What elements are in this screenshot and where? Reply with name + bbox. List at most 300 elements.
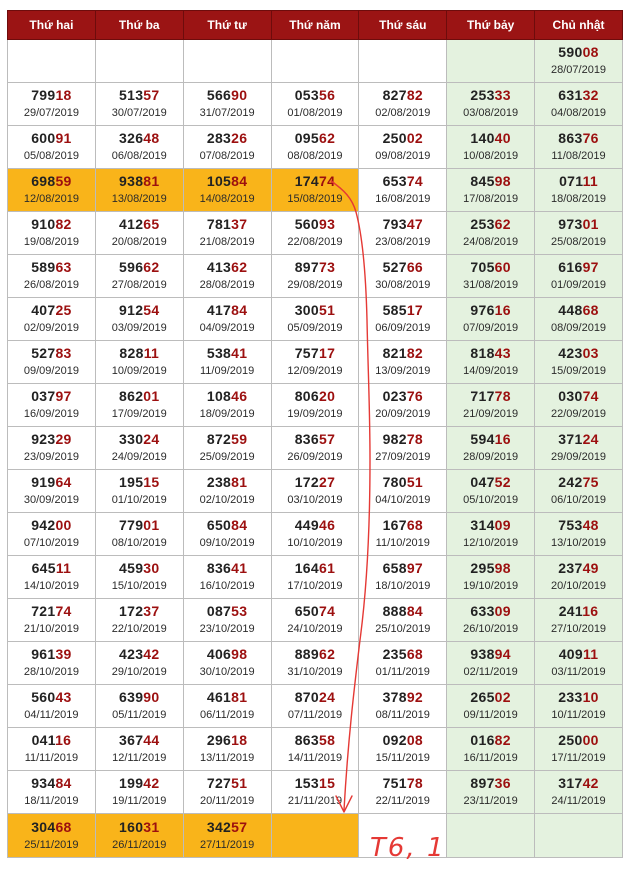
day-cell-sunday <box>535 685 623 728</box>
week-row <box>8 341 623 384</box>
result-prefix: 330 <box>119 431 144 447</box>
day-cell-tuesday <box>95 40 183 83</box>
day-cell-tuesday <box>95 685 183 728</box>
result-prefix: 650 <box>294 603 319 619</box>
day-cell-sunday <box>535 255 623 298</box>
result-last-two-digits: 58 <box>318 732 336 748</box>
day-cell-wednesday <box>183 513 271 556</box>
handwritten-note: T6, 1 <box>370 833 446 863</box>
result-number <box>535 689 622 706</box>
day-cell-friday <box>359 728 447 771</box>
result-last-two-digits: 44 <box>143 732 160 748</box>
result-date: 01/08/2019 <box>287 107 343 119</box>
result-date: 19/11/2019 <box>112 795 167 807</box>
result-date: 27/08/2019 <box>111 279 167 291</box>
result-number <box>272 431 359 448</box>
result-last-two-digits: 68 <box>406 517 424 533</box>
header-row <box>8 11 623 40</box>
result-prefix: 314 <box>470 517 495 533</box>
result-last-two-digits: 83 <box>55 345 72 361</box>
result-last-two-digits: 02 <box>406 130 424 146</box>
result-prefix: 409 <box>558 646 583 662</box>
result-prefix: 513 <box>119 87 144 103</box>
day-cell-friday <box>359 341 447 384</box>
header-tuesday: Thứ ba <box>95 11 183 40</box>
result-prefix: 973 <box>558 216 583 232</box>
result-last-two-digits: 24 <box>582 431 599 447</box>
header-thursday: Thứ năm <box>271 11 359 40</box>
result-prefix: 698 <box>31 173 56 189</box>
result-date: 05/09/2019 <box>287 322 343 334</box>
day-cell-sunday <box>535 384 623 427</box>
result-last-two-digits: 03 <box>582 345 599 361</box>
result-number <box>184 302 271 319</box>
result-number <box>184 388 271 405</box>
result-last-two-digits: 25 <box>55 302 72 318</box>
result-date: 07/10/2019 <box>23 537 79 549</box>
result-prefix: 199 <box>119 775 144 791</box>
result-date: 02/10/2019 <box>199 494 255 506</box>
week-row <box>8 728 623 771</box>
result-date: 13/09/2019 <box>375 365 431 377</box>
result-last-two-digits: 15 <box>318 775 336 791</box>
result-date: 27/09/2019 <box>375 451 431 463</box>
result-number <box>535 560 622 577</box>
day-cell-sunday <box>535 169 623 212</box>
result-date: 26/10/2019 <box>463 623 519 635</box>
result-prefix: 041 <box>31 732 56 748</box>
result-prefix: 238 <box>206 474 232 490</box>
day-cell-thursday <box>271 40 359 83</box>
result-last-two-digits: 10 <box>582 689 599 705</box>
result-prefix: 095 <box>294 130 319 146</box>
result-number <box>184 130 271 147</box>
result-date: 23/09/2019 <box>23 451 79 463</box>
result-date: 06/09/2019 <box>375 322 431 334</box>
result-prefix: 087 <box>206 603 232 619</box>
result-number <box>447 173 534 190</box>
result-last-two-digits: 74 <box>318 173 336 189</box>
result-prefix: 793 <box>382 216 407 232</box>
result-date: 08/09/2019 <box>551 322 607 334</box>
day-cell-sunday <box>535 341 623 384</box>
result-last-two-digits: 75 <box>582 474 599 490</box>
day-cell-tuesday <box>95 384 183 427</box>
result-last-two-digits: 90 <box>143 689 160 705</box>
result-prefix: 406 <box>206 646 232 662</box>
result-prefix: 863 <box>294 732 319 748</box>
result-last-two-digits: 90 <box>231 87 248 103</box>
result-prefix: 836 <box>294 431 319 447</box>
result-prefix: 300 <box>294 302 319 318</box>
day-cell-wednesday <box>183 255 271 298</box>
result-date: 03/09/2019 <box>111 322 167 334</box>
result-prefix: 976 <box>470 302 495 318</box>
result-last-two-digits: 00 <box>55 517 72 533</box>
result-number <box>272 517 359 534</box>
result-last-two-digits: 63 <box>55 259 72 275</box>
result-last-two-digits: 51 <box>318 302 336 318</box>
result-last-two-digits: 02 <box>494 689 511 705</box>
result-last-two-digits: 81 <box>231 474 248 490</box>
result-date: 30/08/2019 <box>375 279 431 291</box>
result-number <box>447 689 534 706</box>
result-date: 16/09/2019 <box>23 408 79 420</box>
result-last-two-digits: 30 <box>143 560 160 576</box>
result-number <box>447 603 534 620</box>
result-last-two-digits: 48 <box>582 517 599 533</box>
result-last-two-digits: 09 <box>494 603 511 619</box>
result-last-two-digits: 39 <box>55 646 72 662</box>
day-cell-thursday <box>271 814 359 858</box>
result-last-two-digits: 01 <box>143 388 160 404</box>
result-date: 18/09/2019 <box>199 408 255 420</box>
result-last-two-digits: 16 <box>55 732 72 748</box>
day-cell-tuesday <box>95 642 183 685</box>
day-cell-thursday <box>271 212 359 255</box>
result-date: 09/11/2019 <box>463 709 518 721</box>
result-last-two-digits: 62 <box>318 646 336 662</box>
result-number <box>272 302 359 319</box>
result-prefix: 982 <box>382 431 407 447</box>
result-last-two-digits: 18 <box>231 732 248 748</box>
result-last-two-digits: 57 <box>231 818 248 835</box>
result-number <box>8 474 95 491</box>
result-date: 01/11/2019 <box>375 666 430 678</box>
day-cell-thursday <box>271 728 359 771</box>
result-prefix: 283 <box>206 130 232 146</box>
result-last-two-digits: 78 <box>406 775 424 791</box>
result-last-two-digits: 57 <box>318 431 336 447</box>
day-cell-tuesday <box>95 728 183 771</box>
result-date: 03/10/2019 <box>287 494 343 506</box>
result-number <box>359 216 446 233</box>
result-date: 22/08/2019 <box>287 236 343 248</box>
result-number <box>272 87 359 104</box>
week-row <box>8 169 623 212</box>
result-date: 29/08/2019 <box>287 279 343 291</box>
result-last-two-digits: 33 <box>494 87 511 103</box>
result-number <box>272 345 359 362</box>
result-date: 02/08/2019 <box>375 107 431 119</box>
day-cell-sunday <box>535 599 623 642</box>
result-last-two-digits: 82 <box>406 345 424 361</box>
result-date: 21/11/2019 <box>287 795 343 807</box>
result-date: 06/08/2019 <box>111 150 167 162</box>
result-last-two-digits: 51 <box>231 775 248 791</box>
result-last-two-digits: 46 <box>231 388 248 404</box>
result-last-two-digits: 17 <box>318 345 336 361</box>
result-date: 15/11/2019 <box>375 752 430 764</box>
result-last-two-digits: 26 <box>231 130 248 146</box>
day-cell-monday <box>8 341 96 384</box>
result-number <box>359 345 446 362</box>
result-last-two-digits: 73 <box>318 259 336 275</box>
day-cell-tuesday <box>95 599 183 642</box>
result-number <box>184 560 271 577</box>
result-last-two-digits: 65 <box>143 216 160 232</box>
result-prefix: 872 <box>206 431 232 447</box>
result-prefix: 265 <box>470 689 495 705</box>
result-last-two-digits: 66 <box>406 259 424 275</box>
result-last-two-digits: 98 <box>494 560 511 576</box>
result-number <box>8 560 95 577</box>
result-number <box>8 603 95 620</box>
result-last-two-digits: 91 <box>55 130 72 146</box>
result-number <box>184 603 271 620</box>
result-prefix: 371 <box>558 431 583 447</box>
result-date: 26/08/2019 <box>23 279 79 291</box>
result-date: 25/10/2019 <box>375 623 431 635</box>
result-number <box>184 517 271 534</box>
day-cell-friday <box>359 212 447 255</box>
day-cell-monday <box>8 728 96 771</box>
result-date: 30/09/2019 <box>23 494 79 506</box>
result-date: 18/08/2019 <box>551 193 607 205</box>
result-date: 11/08/2019 <box>551 150 606 162</box>
result-prefix: 806 <box>294 388 319 404</box>
day-cell-wednesday <box>183 212 271 255</box>
result-last-two-digits: 48 <box>143 130 160 146</box>
result-prefix: 164 <box>294 560 319 576</box>
result-date: 13/11/2019 <box>199 752 255 764</box>
results-body <box>8 40 623 858</box>
result-date: 22/11/2019 <box>375 795 430 807</box>
result-number <box>272 560 359 577</box>
day-cell-monday <box>8 83 96 126</box>
header-friday: Thứ sáu <box>359 11 447 40</box>
day-cell-thursday <box>271 599 359 642</box>
result-last-two-digits: 08 <box>406 732 424 748</box>
result-date: 10/11/2019 <box>551 709 606 721</box>
result-prefix: 780 <box>382 474 407 490</box>
result-last-two-digits: 42 <box>582 775 599 791</box>
result-number <box>447 259 534 276</box>
result-number <box>184 689 271 706</box>
result-number <box>272 474 359 491</box>
week-row <box>8 685 623 728</box>
day-cell-monday <box>8 40 96 83</box>
result-number <box>272 259 359 276</box>
result-date: 06/10/2019 <box>551 494 607 506</box>
result-date: 26/11/2019 <box>112 838 167 851</box>
result-number <box>8 216 95 233</box>
result-last-two-digits: 16 <box>494 302 511 318</box>
day-cell-friday <box>359 384 447 427</box>
result-last-two-digits: 94 <box>494 646 511 662</box>
day-cell-wednesday <box>183 298 271 341</box>
result-last-two-digits: 97 <box>582 259 599 275</box>
result-prefix: 836 <box>206 560 232 576</box>
result-prefix: 717 <box>470 388 495 404</box>
day-cell-sunday <box>535 556 623 599</box>
result-number <box>535 646 622 663</box>
result-last-two-digits: 84 <box>406 603 424 619</box>
result-prefix: 897 <box>470 775 495 791</box>
result-prefix: 037 <box>31 388 56 404</box>
result-date: 29/10/2019 <box>111 666 167 678</box>
result-last-two-digits: 41 <box>231 560 248 576</box>
result-date: 23/10/2019 <box>199 623 255 635</box>
result-date: 04/10/2019 <box>375 494 431 506</box>
result-number <box>535 603 622 620</box>
result-date: 01/10/2019 <box>111 494 167 506</box>
result-number <box>272 216 359 233</box>
result-prefix: 919 <box>31 474 56 490</box>
result-date: 21/10/2019 <box>23 623 79 635</box>
day-cell-saturday <box>447 169 535 212</box>
day-cell-tuesday <box>95 814 183 858</box>
result-number <box>8 517 95 534</box>
result-date: 28/07/2019 <box>551 64 607 76</box>
week-row <box>8 427 623 470</box>
result-number <box>184 474 271 491</box>
result-last-two-digits: 74 <box>406 173 424 189</box>
result-prefix: 781 <box>206 216 232 232</box>
week-row <box>8 83 623 126</box>
day-cell-wednesday <box>183 642 271 685</box>
result-prefix: 727 <box>206 775 232 791</box>
result-prefix: 304 <box>31 818 56 835</box>
result-date: 18/10/2019 <box>375 580 431 592</box>
result-number <box>96 431 183 448</box>
result-number <box>272 775 359 792</box>
result-prefix: 053 <box>294 87 319 103</box>
result-number <box>272 689 359 706</box>
result-number <box>535 130 622 147</box>
day-cell-sunday <box>535 728 623 771</box>
result-prefix: 459 <box>119 560 144 576</box>
result-last-two-digits: 57 <box>143 87 160 103</box>
result-prefix: 650 <box>206 517 232 533</box>
result-last-two-digits: 11 <box>55 560 72 576</box>
result-number <box>359 517 446 534</box>
result-date: 17/09/2019 <box>111 408 167 420</box>
result-prefix: 092 <box>382 732 407 748</box>
result-prefix: 616 <box>558 259 583 275</box>
result-prefix: 863 <box>558 130 583 146</box>
result-number <box>96 130 183 147</box>
result-number <box>272 388 359 405</box>
result-number <box>8 646 95 663</box>
week-row <box>8 599 623 642</box>
result-prefix: 023 <box>382 388 407 404</box>
day-cell-wednesday <box>183 126 271 169</box>
result-number <box>359 302 446 319</box>
result-date: 16/11/2019 <box>463 752 518 764</box>
result-date: 14/09/2019 <box>463 365 519 377</box>
day-cell-thursday <box>271 169 359 212</box>
result-last-two-digits: 81 <box>143 173 160 189</box>
result-prefix: 639 <box>119 689 144 705</box>
day-cell-saturday <box>447 599 535 642</box>
day-cell-wednesday <box>183 427 271 470</box>
result-number <box>535 302 622 319</box>
day-cell-monday <box>8 642 96 685</box>
result-last-two-digits: 11 <box>582 646 599 662</box>
result-prefix: 174 <box>294 173 319 189</box>
day-cell-saturday <box>447 771 535 814</box>
lottery-results-table <box>7 10 623 858</box>
day-cell-sunday <box>535 771 623 814</box>
day-cell-friday <box>359 169 447 212</box>
result-date: 08/10/2019 <box>111 537 167 549</box>
week-row <box>8 126 623 169</box>
result-last-two-digits: 68 <box>406 646 424 662</box>
result-prefix: 423 <box>119 646 144 662</box>
result-last-two-digits: 52 <box>494 474 511 490</box>
result-number <box>272 646 359 663</box>
result-date: 30/07/2019 <box>111 107 167 119</box>
result-number <box>8 130 95 147</box>
result-number <box>96 87 183 104</box>
result-prefix: 367 <box>119 732 144 748</box>
result-last-two-digits: 78 <box>494 388 511 404</box>
result-prefix: 378 <box>382 689 407 705</box>
result-number <box>8 388 95 405</box>
result-number <box>8 732 95 749</box>
result-number <box>96 173 183 190</box>
result-number <box>359 388 446 405</box>
result-last-two-digits: 42 <box>143 775 160 791</box>
result-date: 13/10/2019 <box>551 537 607 549</box>
day-cell-monday <box>8 771 96 814</box>
result-prefix: 241 <box>558 603 583 619</box>
result-number <box>8 345 95 362</box>
result-prefix: 585 <box>382 302 407 318</box>
result-prefix: 253 <box>470 87 495 103</box>
result-prefix: 527 <box>31 345 56 361</box>
result-number <box>96 216 183 233</box>
result-prefix: 799 <box>31 87 56 103</box>
result-date: 29/07/2019 <box>23 107 79 119</box>
day-cell-friday <box>359 513 447 556</box>
result-date: 25/11/2019 <box>24 838 79 851</box>
day-cell-thursday <box>271 513 359 556</box>
result-prefix: 326 <box>119 130 144 146</box>
result-number <box>8 302 95 319</box>
result-prefix: 828 <box>119 345 144 361</box>
result-number <box>359 560 446 577</box>
result-prefix: 596 <box>119 259 144 275</box>
result-date: 16/08/2019 <box>375 193 431 205</box>
result-number <box>184 173 271 190</box>
day-cell-thursday <box>271 771 359 814</box>
result-number <box>359 474 446 491</box>
result-date: 28/08/2019 <box>199 279 255 291</box>
result-number <box>359 431 446 448</box>
result-number <box>96 302 183 319</box>
result-last-two-digits: 15 <box>143 474 160 490</box>
result-number <box>359 173 446 190</box>
result-date: 11/10/2019 <box>375 537 430 549</box>
result-last-two-digits: 49 <box>582 560 599 576</box>
day-cell-sunday <box>535 814 623 858</box>
result-last-two-digits: 93 <box>318 216 336 232</box>
result-number <box>447 517 534 534</box>
result-date: 20/10/2019 <box>551 580 607 592</box>
day-cell-monday <box>8 599 96 642</box>
result-date: 07/08/2019 <box>199 150 255 162</box>
result-date: 09/10/2019 <box>199 537 255 549</box>
result-number <box>535 345 622 362</box>
result-prefix: 645 <box>31 560 56 576</box>
week-row <box>8 212 623 255</box>
result-date: 07/11/2019 <box>287 709 343 721</box>
result-date: 20/08/2019 <box>111 236 167 248</box>
result-number <box>96 775 183 792</box>
result-number <box>447 216 534 233</box>
